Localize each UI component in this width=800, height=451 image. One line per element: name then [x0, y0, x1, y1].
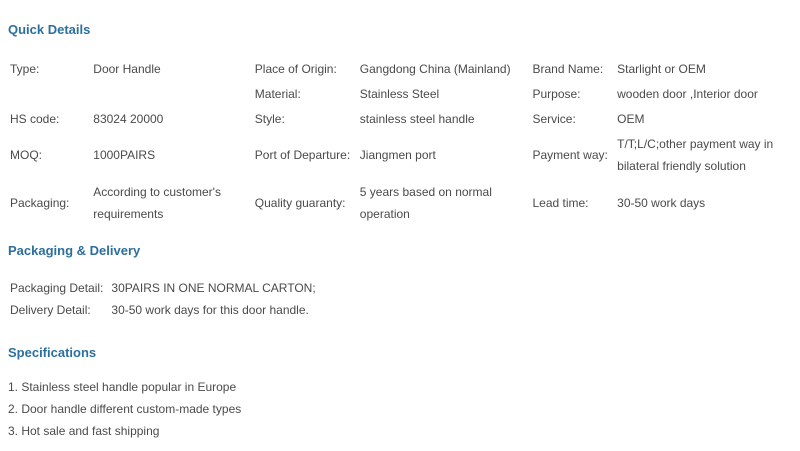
material-label: Material:: [254, 86, 301, 101]
quick-details-table: [6, 56, 796, 227]
list-item: 1. Stainless steel handle popular in Europe: [8, 380, 237, 394]
hs-code-value: 83024 20000: [93, 111, 164, 126]
lead-time-value: 30-50 work days: [617, 196, 706, 210]
delivery-detail-label: Delivery Detail:: [10, 303, 91, 317]
origin-value: Gangdong China (Mainland): [359, 61, 511, 76]
delivery-detail-value: 30-50 work days for this door handle.: [111, 303, 309, 317]
payment-value: T/T;L/C;other payment way in bilateral friendly solution: [617, 137, 774, 173]
table-row: [6, 299, 320, 321]
purpose-value: wooden door ,Interior door: [617, 86, 758, 101]
specifications-list: [8, 376, 241, 442]
hs-code-label: HS code:: [10, 111, 60, 126]
specifications-heading: Specifications: [8, 345, 97, 360]
style-value: stainless steel handle: [359, 111, 475, 126]
packaging-detail-value: 30PAIRS IN ONE NORMAL CARTON;: [111, 281, 316, 295]
packaging-detail-label: Packaging Detail:: [10, 281, 104, 295]
type-value: Door Handle: [93, 61, 161, 76]
table-row: [6, 81, 796, 106]
port-label: Port of Departure:: [254, 148, 351, 162]
packaging-delivery-table: [6, 277, 320, 321]
type-label: Type:: [10, 61, 40, 76]
material-value: Stainless Steel: [359, 86, 440, 101]
table-row: [6, 106, 796, 131]
lead-time-label: Lead time:: [532, 196, 589, 210]
list-item: 2. Door handle different custom-made types: [8, 402, 242, 416]
table-row: [6, 131, 796, 179]
payment-label: Payment way:: [532, 148, 608, 162]
origin-label: Place of Origin:: [254, 61, 337, 76]
quick-details-heading: Quick Details: [8, 22, 91, 37]
table-row: [6, 277, 320, 299]
style-label: Style:: [254, 111, 285, 126]
purpose-label: Purpose:: [532, 86, 581, 101]
packaging-delivery-heading: Packaging & Delivery: [8, 243, 141, 258]
moq-label: MOQ:: [10, 148, 42, 162]
service-value: OEM: [617, 111, 645, 126]
packaging-label: Packaging:: [10, 196, 70, 210]
quality-label: Quality guaranty:: [254, 196, 346, 210]
table-row: [6, 179, 796, 227]
quality-value: 5 years based on normal operation: [359, 185, 492, 221]
brand-label: Brand Name:: [532, 61, 604, 76]
port-value: Jiangmen port: [359, 148, 436, 162]
list-item: 3. Hot sale and fast shipping: [8, 424, 160, 438]
service-label: Service:: [532, 111, 576, 126]
table-row: [6, 56, 796, 81]
brand-value: Starlight or OEM: [617, 61, 706, 76]
packaging-value: According to customer's requirements: [93, 185, 221, 221]
moq-value: 1000PAIRS: [93, 148, 156, 162]
